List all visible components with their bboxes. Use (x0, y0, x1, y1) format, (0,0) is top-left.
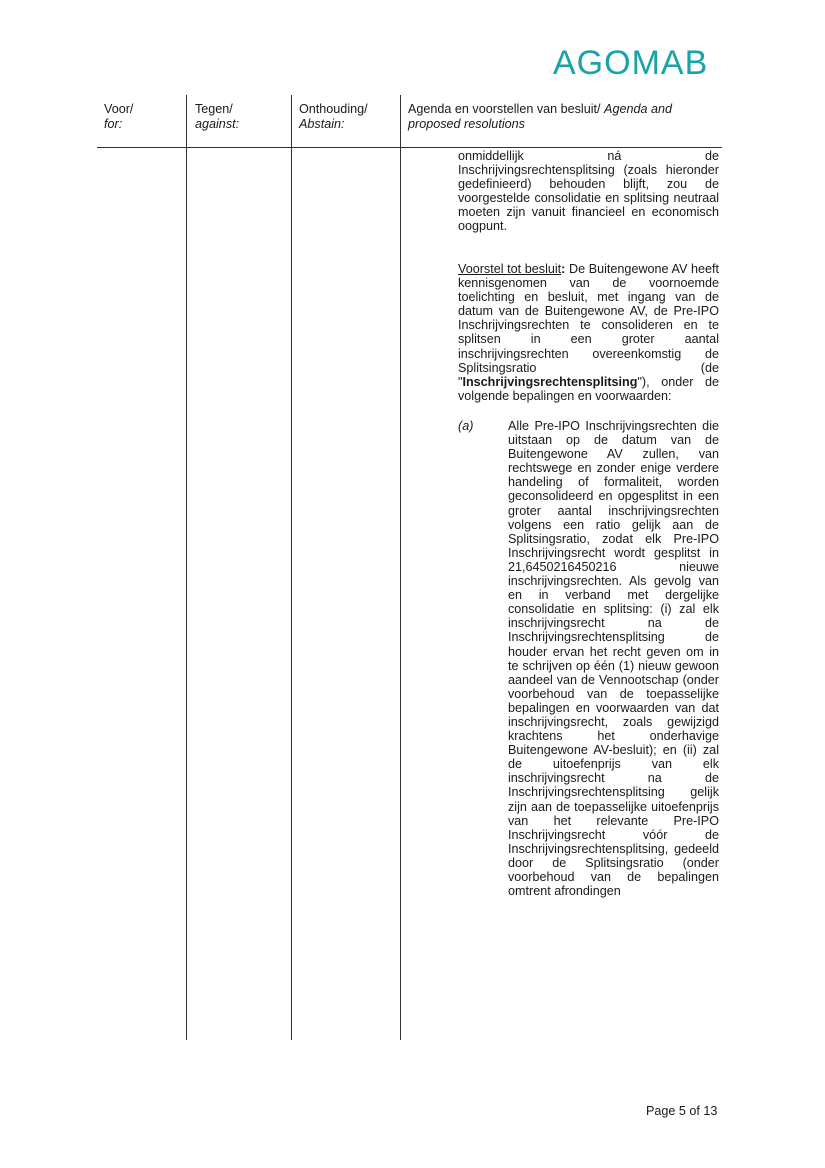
header-voor-nl: Voor/ (104, 102, 134, 116)
header-onthouding (299, 102, 368, 132)
header-tegen-nl: Tegen/ (195, 102, 233, 116)
table-divider-1 (186, 95, 187, 1040)
header-tegen-en: against: (195, 117, 240, 131)
header-onthouding-en: Abstain: (299, 117, 345, 131)
proposal-text-2: "), onder de volgende bepalingen en voorwaarden: (458, 374, 719, 403)
header-voor-en: for: (104, 117, 123, 131)
proposal-colon: : (561, 262, 566, 276)
item-a-paragraph (508, 419, 719, 898)
table-divider-3 (400, 95, 401, 1040)
header-rule (97, 147, 722, 148)
header-voor (104, 102, 133, 132)
table-divider-2 (291, 95, 292, 1040)
header-agenda-nl: Agenda en voorstellen van besluit/ (408, 102, 605, 116)
proposal-text-1: De Buitengewone AV heeft kennisgenomen van de voornoemde toelichting en besluit, met ingang van de datum van de Buitengewone AV, de Pre-IPO Inschrijvingsrechten te consolideren en te splitsen in een groter aantal inschrijvingsrechten overeenkomstig de Splitsingsratio (de " (458, 262, 719, 389)
header-agenda-en-1: Agenda and (604, 102, 672, 116)
intro-paragraph (458, 149, 719, 234)
proposal-label: Voorstel tot besluit (458, 262, 562, 276)
proposal-paragraph (458, 262, 719, 403)
intro-text: onmiddellijk ná de Inschrijvingsrechtensplitsing (zoals hieronder gedefinieerd) behouden blijft, zou de voorgestelde consolidatie en splitsing neutraal moeten zijn vanuit financieel en economisch oogpunt. (458, 149, 719, 234)
item-a-label: (a) (458, 419, 474, 433)
proposal-defined-term: Inschrijvingsrechtensplitsing (462, 374, 638, 389)
header-agenda-en-2: proposed resolutions (408, 117, 525, 131)
header-onthouding-nl: Onthouding/ (299, 102, 368, 116)
item-a-text: Alle Pre-IPO Inschrijvingsrechten die uitstaan op de datum van de Buitengewone AV zullen, van rechtswege en zonder enige verdere handeling of formaliteit, worden geconsolideerd en opgesplitst in een groter aantal inschrijvingsrechten volgens een ratio gelijk aan de Splitsingsratio, zodat elk Pre-IPO Inschrijvingsrecht wordt gesplitst in 21,6450216450216 nieuwe inschrijvingsrechten. Als gevolg van en in verband met dergelijke consolidatie en splitsing: (i) zal elk inschrijvingsrecht na de Inschrijvingsrechtensplitsing de houder ervan het recht geven om in te schrijven op één (1) nieuw gewoon aandeel van de Vennootschap (onder voorbehoud van de toepasselijke bepalingen en voorwaarden van dat inschrijvingsrecht, zoals gewijzigd krachtens het onderhavige Buitengewone AV-besluit); en (ii) zal de uitoefenprijs van elk inschrijvingsrecht na de Inschrijvingsrechtensplitsing gelijk zijn aan de toepasselijke uitoefenprijs van het relevante Pre-IPO Inschrijvingsrecht vóór de Inschrijvingsrechtensplitsing, gedeeld door de Splitsingsratio (onder voorbehoud van de bepalingen omtrent afrondingen (508, 419, 719, 899)
page-number: Page 5 of 13 (646, 1104, 718, 1118)
header-tegen (195, 102, 239, 132)
logo-text: AGOMAB (553, 44, 709, 82)
company-logo (553, 46, 708, 80)
header-agenda (408, 102, 672, 132)
